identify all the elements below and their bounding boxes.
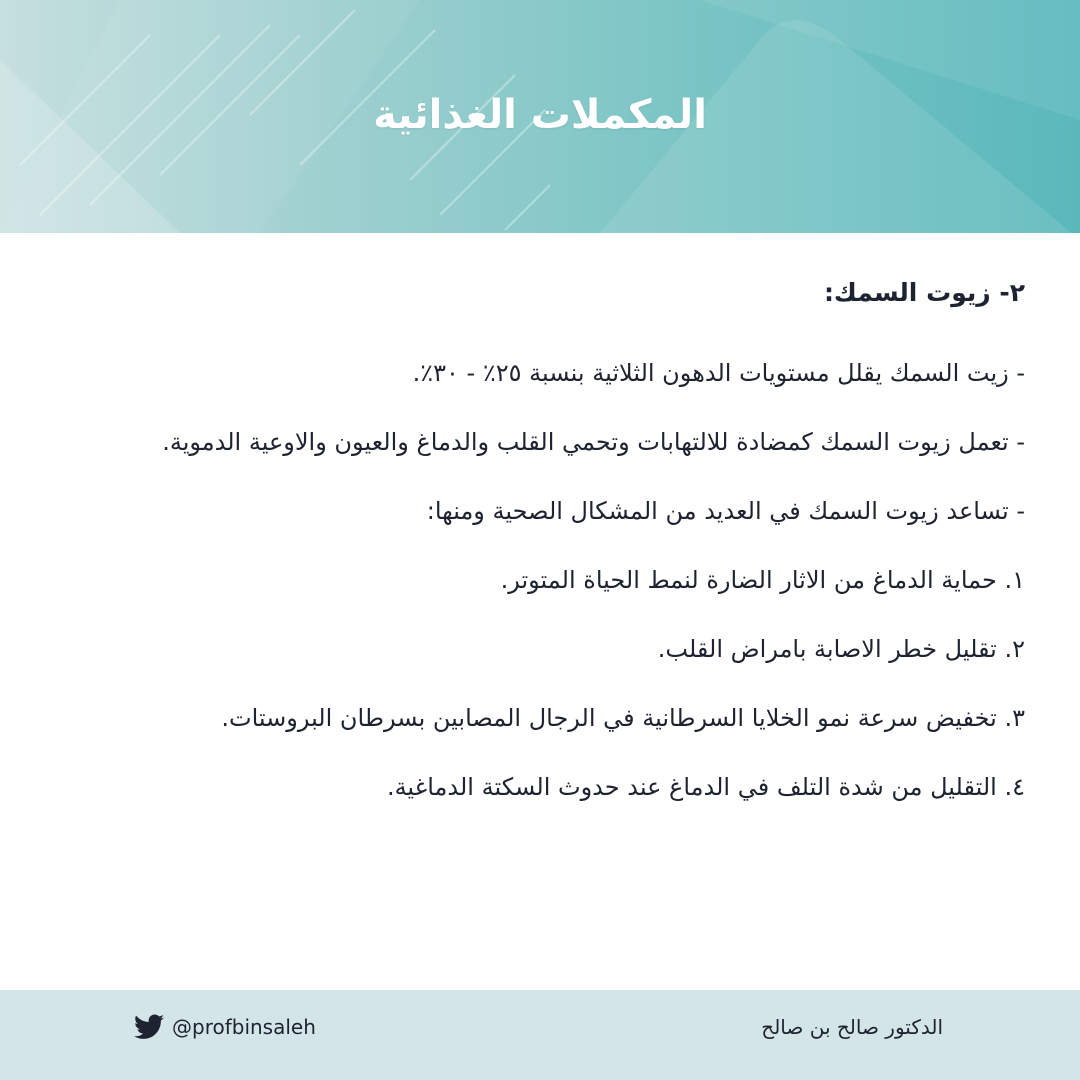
paragraph-anti-inflammatory: - تعمل زيوت السمك كمضادة للالتهابات وتحمي القلب والدماغ والعيون والاوعية الدموية.	[162, 428, 1025, 456]
paragraph-triglycerides: - زيت السمك يقلل مستويات الدهون الثلاثية بنسبة ٢٥٪ - ٣٠٪.	[412, 359, 1025, 387]
paragraph-health-problems: - تساعد زيوت السمك في العديد من المشكال الصحية ومنها:	[426, 497, 1025, 525]
content-body	[80, 268, 1025, 839]
list-item-stroke-damage: ٤. التقليل من شدة التلف في الدماغ عند حدوث السكتة الدماغية.	[386, 773, 1025, 801]
twitter-bird-icon	[134, 1014, 164, 1040]
section-heading: ٢- زيوت السمك:	[823, 278, 1025, 307]
list-item-prostate-cancer: ٣. تخفيض سرعة نمو الخلايا السرطانية في الرجال المصابين بسرطان البروستات.	[221, 704, 1025, 732]
author-name: الدكتور صالح بن صالح	[761, 1015, 943, 1039]
header-banner	[0, 0, 1080, 233]
twitter-handle-text: @profbinsaleh	[172, 1015, 316, 1039]
list-item-brain-protection: ١. حماية الدماغ من الاثار الضارة لنمط الحياة المتوتر.	[500, 566, 1025, 594]
page-title: المكملات الغذائية	[373, 92, 707, 138]
footer	[0, 990, 1080, 1080]
twitter-handle-link[interactable]	[134, 1014, 316, 1040]
list-item-heart-risk: ٢. تقليل خطر الاصابة بامراض القلب.	[657, 635, 1025, 663]
